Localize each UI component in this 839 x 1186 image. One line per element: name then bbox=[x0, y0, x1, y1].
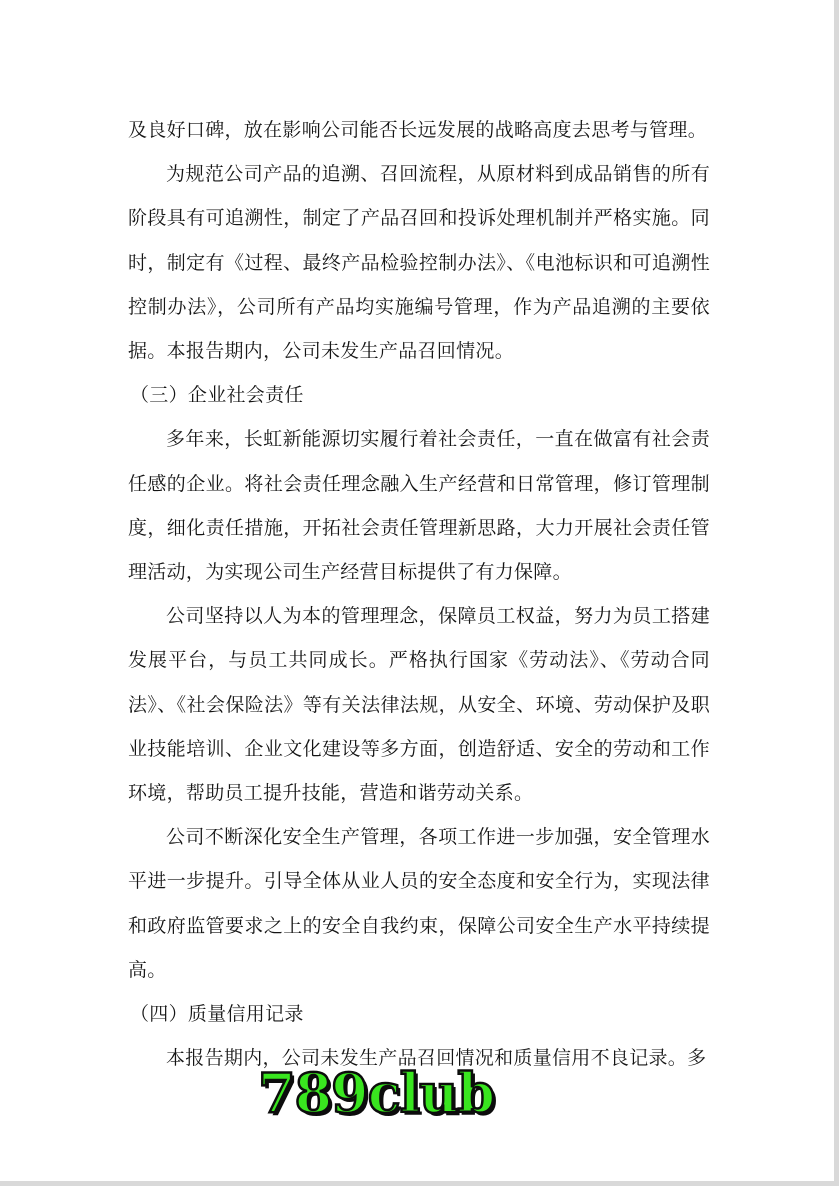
watermark-logo: 789club bbox=[258, 1061, 495, 1125]
paragraph-safety-management: 公司不断深化安全生产管理，各项工作进一步加强，安全管理水平进一步提升。引导全体从业人员的安全态度和安全行为，实现法律和政府监管要求之上的安全自我约束，保障公司安全生产水平持续提高。 bbox=[128, 826, 710, 981]
paragraph-quality-record: 本报告期内，公司未发生产品召回情况和质量信用不良记录。多 bbox=[166, 1047, 707, 1070]
document-body bbox=[128, 108, 710, 1080]
paragraph-social-responsibility: 多年来，长虹新能源切实履行着社会责任，一直在做富有社会责任感的企业。将社会责任理念融入生产经营和日常管理，修订管理制度，细化责任措施，开拓社会责任管理新思路，大力开展社会责任管理活动，为实现公司生产经营目标提供了有力保障。 bbox=[128, 428, 710, 584]
section-heading-quality-credit: （四）质量信用记录 bbox=[130, 1003, 304, 1026]
paragraph-product-traceability: 为规范公司产品的追溯、召回流程，从原材料到成品销售的所有阶段具有可追溯性，制定了产品召回和投诉处理机制并严格实施。同时，制定有《过程、最终产品检验控制办法》、《电池标识和可追溯性控制办法》，公司所有产品均实施编号管理，作为产品追溯的主要依据。本报告期内，公司未发生产品召回情况。 bbox=[128, 163, 710, 363]
paragraph-employee-rights: 公司坚持以人为本的管理理念，保障员工权益，努力为员工搭建发展平台，与员工共同成长。严格执行国家《劳动法》、《劳动合同法》、《社会保险法》等有关法律法规，从安全、环境、劳动保护及职业技能培训、企业文化建设等多方面，创造舒适、安全的劳动和工作环境，帮助员工提升技能，营造和谐劳动关系。 bbox=[128, 605, 710, 805]
paragraph-continuation: 及良好口碑，放在影响公司能否长远发展的战略高度去思考与管理。 bbox=[128, 119, 708, 141]
section-heading-social-responsibility: （三）企业社会责任 bbox=[130, 384, 304, 407]
